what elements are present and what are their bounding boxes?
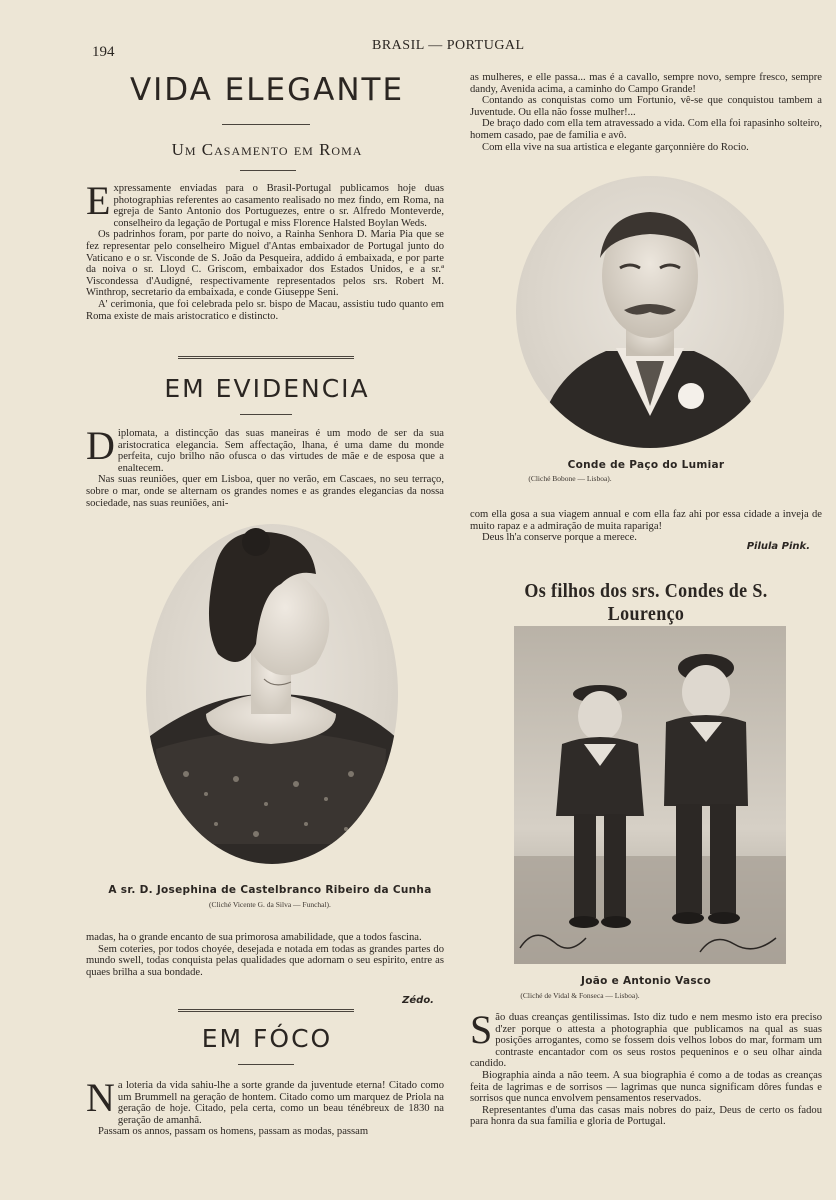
section-title-filhos: Os filhos dos srs. Condes de S. Lourenço [524, 580, 768, 625]
paragraph: as mulheres, e elle passa... mas é a cavallo, sempre novo, sempre fresco, sempre dandy, Avenida acima, a caminho do Campo Grande! [470, 72, 822, 95]
section-subtitle-casamento: Um Casamento em Roma [171, 140, 363, 159]
photo-credit-conde: (Cliché Bobone — Lisboa). [528, 474, 612, 483]
paragraph: Com ella vive na sua artistica e elegante garçonnière do Rocio. [482, 141, 749, 153]
photo-credit-children: (Cliché de Vidal & Fonseca — Lisboa). [520, 991, 640, 1000]
paragraph: Nas suas reuniões, quer em Lisboa, quer no verão, em Cascaes, no seu terraço, sobre o mar, onde se alternam os grandes nomes e as grandes elegancias da nossa sociedade, nas suas reuniões, ani- [86, 474, 444, 509]
section-title-em-foco: EM FÓCO [201, 1024, 333, 1053]
title-rule [222, 124, 310, 125]
signature-zedo: Zédo. [402, 995, 434, 1006]
conde-portrait-drawing [516, 176, 784, 448]
running-title: BRASIL — PORTUGAL [372, 38, 525, 53]
photo-caption-lady: A sr. D. Josephina de Castelbranco Ribeiro da Cunha [108, 884, 432, 896]
paragraph: Biographia ainda a não teem. A sua biographia é como a de todas as creanças feita de lagrimas e de sorrisos — lagrimas que nunca significam dôres fundas e sorrisos que nunca envolvem pensamentos reservados. [470, 1069, 822, 1105]
article-foco-end [470, 509, 822, 545]
drop-cap: S [470, 1007, 493, 1052]
portrait-photo-lady [146, 524, 398, 864]
article-filhos [470, 1007, 822, 1188]
drop-cap: N [86, 1075, 115, 1120]
subtitle-rule [240, 170, 296, 171]
drop-cap: E [86, 178, 111, 223]
lady-portrait-drawing [146, 524, 398, 864]
paragraph: Passam os annos, passam os homens, passam as modas, passam [98, 1126, 369, 1138]
paragraph: Representantes d'uma das casas mais nobres do paiz, Deus de certo os fadou para honra da sua familia e gloria de Portugal. [470, 1104, 822, 1128]
section-title-vida-elegante: VIDA ELEGANTE [129, 72, 405, 108]
paragraph: madas, ha o grande encanto de sua primorosa amabilidade, que a todos fascina. [86, 932, 422, 943]
photo-caption-children: João e Antonio Vasco [581, 975, 711, 987]
page-number: 194 [92, 44, 115, 60]
paragraph: A' cerimonia, que foi celebrada pelo sr. bispo de Macau, assistiu tudo quanto em Roma existe de mais aristocratico e distincto. [86, 298, 444, 322]
paragraph: De braço dado com ella tem atravessado a vida. Com ella foi rapasinho solteiro, homem casado, pae de familia e avô. [470, 118, 822, 141]
paragraph: Os padrinhos foram, por parte do noivo, a Rainha Senhora D. Maria Pia que se fez representar pelo conselheiro Miguel d'Antas embaixador de Portugal junto do Vaticano e o sr. Visconde de S. João da Pesqueira, addido á embaixada, e por parte da noiva o sr. Lloyd C. Griscom, embaixador dos Estados Unidos, e a sr.ª Viscondessa d'Audigné, respectivamente representados pelos srs. Robert M. Winthrop, secretario da embaixada, e conde Giuseppe Seni. [86, 229, 444, 299]
paragraph: Contando as conquistas como um Fortunio, vê-se que conquistou tambem a Juventude. Ou ella não fosse mulher!... [470, 95, 822, 118]
article-foco-cont [470, 72, 822, 156]
photo-children [514, 626, 786, 964]
paragraph: com ella gosa a sua viagem annual e com ella faz ahi por essa cidade a inveja de muito rapaz e a admiração de muita rapariga! [470, 509, 822, 532]
section-title-em-evidencia: EM EVIDENCIA [164, 374, 370, 403]
title-rule [238, 1064, 294, 1065]
article-evidencia [86, 423, 444, 512]
paragraph: xpressamente enviadas para o Brasil-Portugal publicamos hoje duas photographias referentes ao casamento realisado no mez findo, em Roma, na egreja de Santo Antonio dos Portuguezes, entre o sr. Alfredo Monteverde, conselheiro da legação de Portugal e miss Florence Halsted Boylan Weds. [113, 183, 444, 229]
drop-cap: D [86, 423, 115, 468]
signature-pilula-pink: Pilula Pink. [746, 541, 810, 552]
article-evidencia-cont [86, 932, 444, 994]
section-divider [178, 1009, 354, 1012]
title-rule [240, 414, 292, 415]
paragraph: iplomata, a distincção das suas maneiras é um modo de ser da sua aristocratica elegancia. Sem affectação, lhana, é uma dame du monde perfeita, cujo brilho não ofusca o das virtudes de mãe e de esposa que a enaltecem. [117, 428, 444, 474]
article-foco [86, 1075, 444, 1192]
section-divider [178, 356, 354, 359]
photo-credit-lady: (Cliché Vicente G. da Silva — Funchal). [209, 900, 331, 909]
article-casamento [86, 178, 444, 348]
photo-caption-conde: Conde de Paço do Lumiar [567, 459, 725, 471]
children-photo-drawing [514, 626, 786, 964]
paragraph: ão duas creanças gentilissimas. Isto diz tudo e nem mesmo isto era preciso d'zer porque o attesta a photographia que publicamos na qual as suas posições arrogantes, como se fossem dois velhos lobos do mar, formam um contraste encantador com os seus rostos pequeninos e o seu olhar ainda candido. [470, 1012, 822, 1070]
paragraph: a loteria da vida sahiu-lhe a sorte grande da juventude eterna! Citado como um Brummell na geração de hontem. Citado como um marquez de Priola na geração de hoje. Citado, pela certa, como un beau ténébreux de 1830 na geração de amanhã. [117, 1080, 444, 1126]
paragraph: Deus lh'a conserve porque a merece. [482, 532, 637, 544]
paragraph: Sem coteries, por todos choyée, desejada e notada em todas as grandes partes do mundo swell, todas conquista pelas qualidades que adornam o seu espirito, entre as quaes brilha a sua bondade. [86, 943, 444, 978]
portrait-photo-conde [516, 176, 784, 448]
